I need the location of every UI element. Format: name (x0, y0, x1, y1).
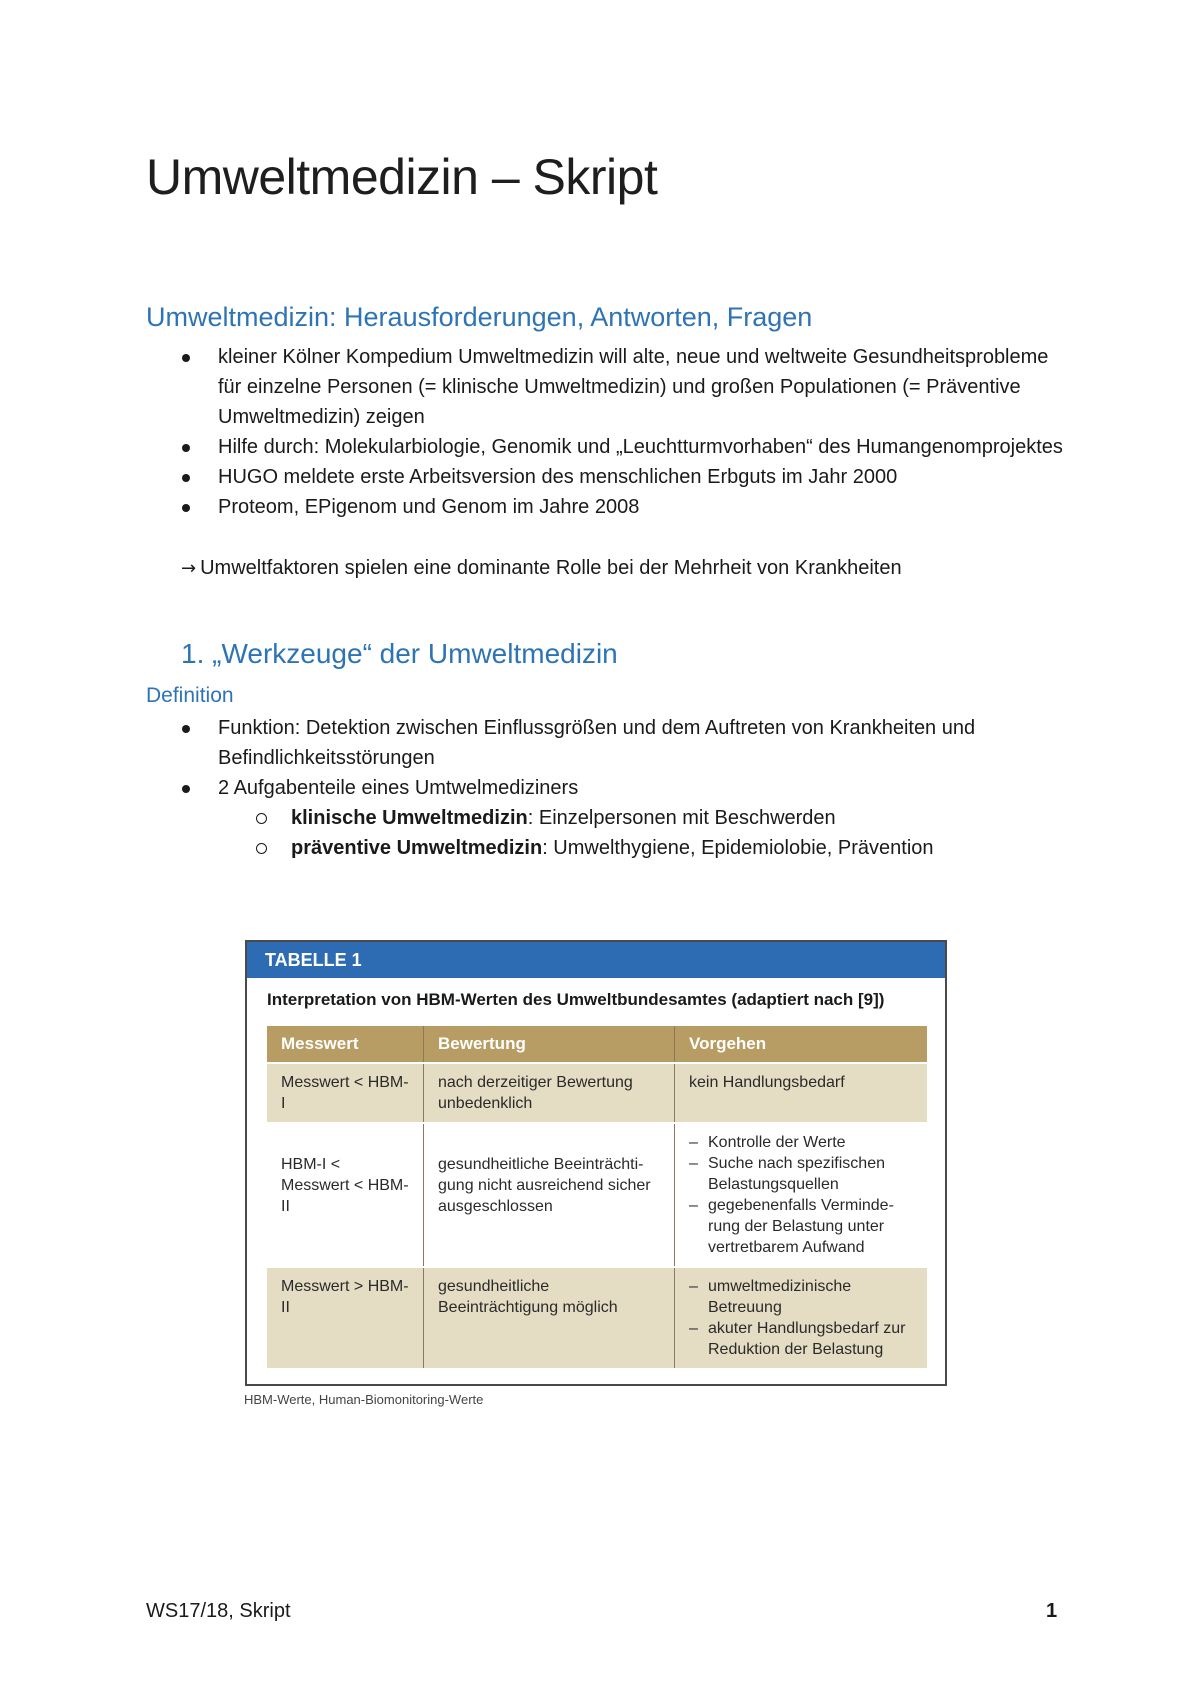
bullet-icon (182, 444, 190, 452)
dash-list-item: – gegebenenfalls Verminde-rung der Belastung unter vertretbarem Aufwand (689, 1195, 913, 1258)
arrow-right-icon: → (181, 558, 197, 579)
column-header: Vorgehen (675, 1026, 928, 1063)
sub-list (218, 803, 1076, 863)
cell-vorgehen (675, 1267, 928, 1368)
table-label: TABELLE 1 (247, 942, 945, 978)
subheading-definition: Definition (146, 684, 234, 707)
column-header: Bewertung (424, 1026, 675, 1063)
circle-bullet-icon (256, 813, 267, 824)
document-title: Umweltmedizin – Skript (146, 149, 658, 205)
page-number: 1 (1046, 1600, 1058, 1622)
footer-text: WS17/18, Skript (146, 1600, 291, 1622)
section-heading-challenges: Umweltmedizin: Herausforderungen, Antworten, Fragen (146, 302, 813, 332)
list-item: 2 Aufgabenteile eines Umtwelmediziners klinische Umweltmedizin: Einzelpersonen mit Beschwerden präventive Umweltmedizin: Umwelthygiene, Epidemiolobie, Prävention (146, 773, 1076, 863)
bullet-icon (182, 785, 190, 793)
dash-list (689, 1132, 913, 1258)
dash-list-item: – Kontrolle der Werte (689, 1132, 913, 1153)
list-item: Hilfe durch: Molekularbiologie, Genomik und „Leuchtturmvorhaben“ des Humangenomprojektes (146, 432, 1076, 462)
cell-messwert: HBM-I < Messwert < HBM-II (267, 1123, 424, 1267)
cell-vorgehen (675, 1123, 928, 1267)
table-row (267, 1267, 927, 1368)
cell-bewertung: gesundheitliche Beeinträchti-gung nicht ausreichend sicher ausgeschlossen (424, 1123, 675, 1267)
list-item: HUGO meldete erste Arbeitsversion des menschlichen Erbguts im Jahr 2000 (146, 462, 1076, 492)
section1-bullet-list (146, 342, 1076, 522)
circle-bullet-icon (256, 843, 267, 854)
table-caption: Interpretation von HBM-Werten des Umweltbundesamtes (adaptiert nach [9]) (267, 990, 885, 1009)
sub-list-item: klinische Umweltmedizin: Einzelpersonen mit Beschwerden (218, 803, 1076, 833)
dash-list-item: – umweltmedizinische Betreuung (689, 1276, 913, 1318)
conclusion-line: → Umweltfaktoren spielen eine dominante Rolle bei der Mehrheit von Krankheiten (181, 557, 902, 579)
cell-bewertung: gesundheitliche Beeinträchtigung möglich (424, 1267, 675, 1368)
table-header-row (267, 1026, 927, 1063)
bullet-icon (182, 474, 190, 482)
section-heading-tools: 1. „Werkzeuge“ der Umweltmedizin (181, 638, 618, 669)
cell-messwert: Messwert < HBM-I (267, 1063, 424, 1123)
cell-vorgehen: kein Handlungsbedarf (675, 1063, 928, 1123)
sub-list-item: präventive Umweltmedizin: Umwelthygiene, Epidemiolobie, Prävention (218, 833, 1076, 863)
dash-list (689, 1276, 913, 1360)
section2-bullet-list (146, 713, 1076, 863)
table-row (267, 1123, 927, 1267)
dash-list-item: – akuter Handlungsbedarf zur Reduktion der Belastung (689, 1318, 913, 1360)
cell-messwert: Messwert > HBM-II (267, 1267, 424, 1368)
list-item: Funktion: Detektion zwischen Einflussgrößen und dem Auftreten von Krankheiten und Befindlichkeitsstörungen (146, 713, 1076, 773)
table-footnote: HBM-Werte, Human-Biomonitoring-Werte (244, 1392, 484, 1407)
table-figure (245, 940, 947, 1386)
table-row (267, 1063, 927, 1123)
bullet-icon (182, 725, 190, 733)
list-item: Proteom, EPigenom und Genom im Jahre 2008 (146, 492, 1076, 522)
column-header: Messwert (267, 1026, 424, 1063)
hbm-table (267, 1026, 927, 1368)
bullet-icon (182, 354, 190, 362)
bullet-icon (182, 504, 190, 512)
list-item: kleiner Kölner Kompedium Umweltmedizin will alte, neue und weltweite Gesundheitsprobleme für einzelne Personen (= klinische Umweltmedizin) und großen Populationen (= Präventive Umweltmedizin) zeigen (146, 342, 1076, 432)
dash-list-item: – Suche nach spezifischen Belastungsquellen (689, 1153, 913, 1195)
cell-bewertung: nach derzeitiger Bewertung unbedenklich (424, 1063, 675, 1123)
